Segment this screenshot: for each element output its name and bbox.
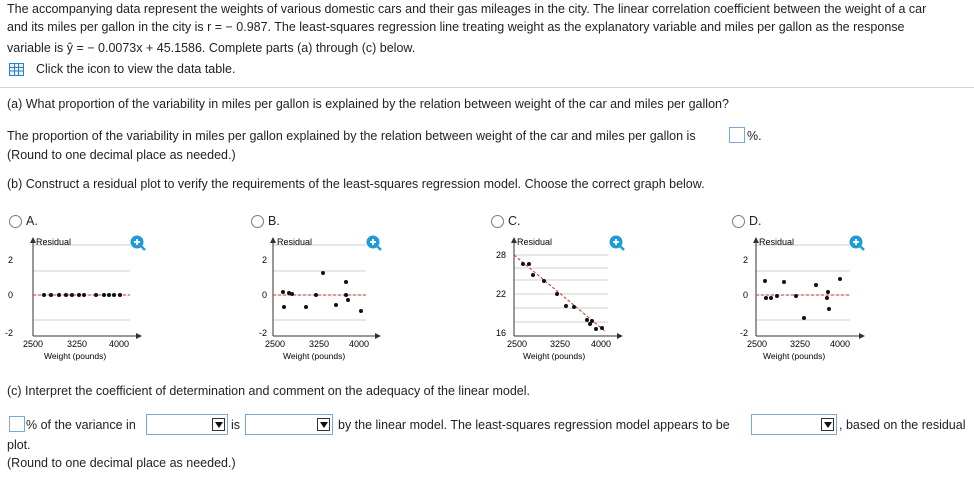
svg-text:28: 28 — [496, 250, 507, 260]
svg-text:2500: 2500 — [507, 339, 528, 349]
svg-text:0: 0 — [743, 290, 749, 300]
svg-text:4000: 4000 — [830, 339, 851, 349]
svg-text:3250: 3250 — [309, 339, 330, 349]
option-b-radio[interactable] — [251, 215, 264, 228]
part-a-round-note: (Round to one decimal place as needed.) — [7, 148, 236, 162]
option-c-label: C. — [508, 214, 521, 228]
by-linear-model-text: by the linear model. The least-squares regression model appears to be — [338, 418, 730, 432]
divider — [0, 87, 974, 88]
svg-text:4000: 4000 — [591, 339, 612, 349]
svg-text:3250: 3250 — [790, 339, 811, 349]
option-b-label: B. — [268, 214, 280, 228]
svg-text:2: 2 — [743, 255, 749, 265]
part-a-answer-input[interactable] — [729, 127, 745, 143]
svg-text:Residual: Residual — [277, 237, 313, 247]
svg-text:Weight (pounds): Weight (pounds) — [763, 351, 826, 361]
part-a-question: (a) What proportion of the variability in miles per gallon is explained by the relation between weight of the car and miles per gallon? — [7, 97, 729, 111]
svg-text:-2: -2 — [740, 328, 749, 338]
option-a-radio[interactable] — [9, 215, 22, 228]
option-c-radio[interactable] — [491, 215, 504, 228]
option-b-residual-plot — [242, 228, 482, 368]
svg-text:2500: 2500 — [747, 339, 768, 349]
svg-text:3250: 3250 — [67, 339, 88, 349]
percent-of-variance-text: % of the variance in — [26, 418, 136, 432]
svg-text:2500: 2500 — [265, 339, 286, 349]
option-d-label: D. — [749, 214, 762, 228]
svg-text:4000: 4000 — [349, 339, 370, 349]
based-on-residual-text: , based on the residual — [839, 418, 966, 432]
svg-text:2: 2 — [8, 255, 14, 265]
svg-text:Weight (pounds): Weight (pounds) — [283, 351, 346, 361]
chevron-down-icon — [821, 418, 834, 431]
zoom-in-icon[interactable] — [610, 236, 625, 251]
percent-suffix: %. — [747, 129, 762, 143]
svg-text:Residual: Residual — [36, 237, 72, 247]
svg-text:Weight (pounds): Weight (pounds) — [44, 351, 107, 361]
option-d-radio[interactable] — [732, 215, 745, 228]
data-table-icon[interactable] — [9, 63, 24, 76]
svg-text:-2: -2 — [5, 328, 14, 338]
part-c-percent-input[interactable] — [9, 416, 25, 432]
svg-text:Residual: Residual — [759, 237, 795, 247]
svg-text:2: 2 — [262, 255, 268, 265]
zoom-in-icon[interactable] — [131, 236, 146, 251]
part-a-answer-prefix: The proportion of the variability in miles per gallon explained by the relation between weight of the car and miles per gallon is — [7, 129, 696, 143]
intro-line-1: The accompanying data represent the weights of various domestic cars and their gas mileages in the city. The linear correlation coefficient between the weight of a car — [7, 2, 927, 16]
svg-text:Weight (pounds): Weight (pounds) — [523, 351, 586, 361]
chevron-down-icon — [212, 418, 225, 431]
zoom-in-icon[interactable] — [850, 236, 865, 251]
svg-text:0: 0 — [262, 290, 268, 300]
intro-line-2: and its miles per gallon in the city is r = − 0.987. The least-squares regression line treating weight as the explanatory variable and miles per gallon as the response — [7, 20, 905, 34]
part-c-round-note: (Round to one decimal place as needed.) — [7, 456, 236, 470]
svg-text:Residual: Residual — [517, 237, 553, 247]
part-b-question: (b) Construct a residual plot to verify the requirements of the least-squares regression model. Choose the correct graph below. — [7, 177, 705, 191]
svg-text:-2: -2 — [259, 328, 268, 338]
option-a-label: A. — [26, 214, 38, 228]
explained-dropdown[interactable] — [245, 414, 333, 435]
svg-text:2500: 2500 — [23, 339, 44, 349]
svg-text:3250: 3250 — [550, 339, 571, 349]
view-data-table-link[interactable]: Click the icon to view the data table. — [36, 62, 236, 76]
option-d-residual-plot — [726, 228, 966, 368]
variable-dropdown[interactable] — [146, 414, 228, 435]
intro-line-3: variable is ŷ = − 0.0073x + 45.1586. Complete parts (a) through (c) below. — [7, 41, 416, 55]
chevron-down-icon — [317, 418, 330, 431]
svg-text:22: 22 — [496, 289, 507, 299]
plot-text: plot. — [7, 438, 31, 452]
option-a-residual-plot — [0, 228, 240, 368]
option-c-residual-plot — [484, 228, 724, 368]
svg-text:4000: 4000 — [109, 339, 130, 349]
appropriateness-dropdown[interactable] — [751, 414, 837, 435]
zoom-in-icon[interactable] — [367, 236, 382, 251]
svg-text:0: 0 — [8, 290, 14, 300]
svg-text:16: 16 — [496, 328, 507, 338]
is-text: is — [231, 418, 241, 432]
part-c-question: (c) Interpret the coefficient of determination and comment on the adequacy of the linear model. — [7, 384, 530, 398]
